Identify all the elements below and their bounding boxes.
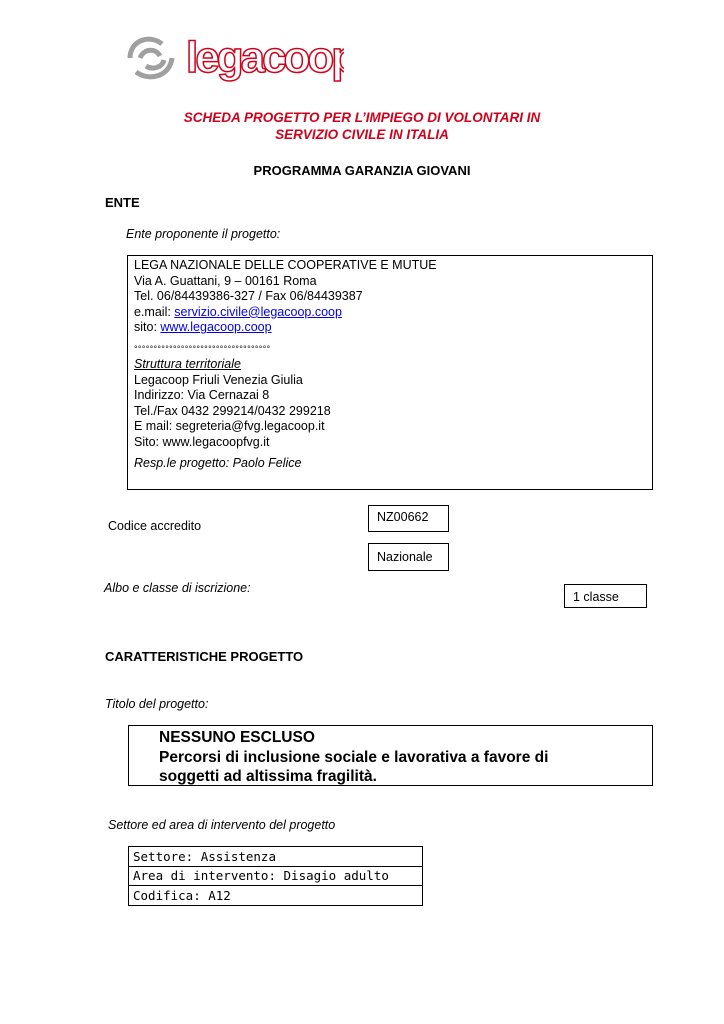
logo-text: legacoop [186, 33, 344, 82]
caratteristiche-heading: CARATTERISTICHE PROGETTO [105, 649, 304, 664]
titolo-progetto-label: Titolo del progetto: [105, 697, 209, 711]
territoriale-site: Sito: www.legacoopfvg.it [134, 434, 270, 449]
codice-accredito-box: NZ00662 [368, 505, 449, 532]
ente-site-link[interactable]: www.legacoop.coop [160, 320, 272, 335]
ente-email-prefix: e.mail: [134, 304, 175, 319]
ente-email-link[interactable]: servizio.civile@legacoop.coop [174, 304, 342, 319]
area-intervento-cell: Area di intervento: Disagio adulto [129, 866, 423, 886]
ambito-box: Nazionale [368, 543, 449, 571]
ente-site-row [134, 320, 646, 336]
titolo-progetto-box [128, 725, 653, 786]
settore-cell: Settore: Assistenza [129, 847, 423, 867]
ente-address: Via A. Guattani, 9 – 00161 Roma [134, 273, 317, 288]
legacoop-logo-graphic [122, 28, 344, 88]
territoriale-name: Legacoop Friuli Venezia Giulia [134, 372, 303, 387]
ente-info-box [127, 255, 653, 490]
table-row [129, 866, 423, 886]
ente-proponente-label: Ente proponente il progetto: [126, 227, 281, 241]
legacoop-logo [122, 28, 344, 88]
ente-tel: Tel. 06/84439386-327 / Fax 06/84439387 [134, 289, 363, 304]
ente-site-prefix: sito: [134, 320, 161, 335]
titolo-line3: soggetti ad altissima fragilità. [159, 768, 377, 785]
titolo-line2: Percorsi di inclusione sociale e lavorativa a favore di [159, 748, 549, 766]
settore-label: Settore ed area di intervento del progetto [108, 818, 336, 832]
territoriale-tel: Tel./Fax 0432 299214/0432 299218 [134, 403, 331, 418]
programma-heading: PROGRAMMA GARANZIA GIOVANI [253, 163, 471, 178]
territoriale-email: E mail: segreteria@fvg.legacoop.it [134, 419, 325, 434]
ente-heading: ENTE [105, 195, 140, 210]
settore-table [128, 846, 423, 906]
territoriale-address: Indirizzo: Via Cernazai 8 [134, 388, 270, 403]
codice-accredito-label: Codice accredito [108, 519, 202, 533]
separator-dots: °°°°°°°°°°°°°°°°°°°°°°°°°°°°°°°°°°° [134, 343, 271, 354]
document-title-line1: SCHEDA PROGETTO PER L’IMPIEGO DI VOLONTARI IN [183, 110, 541, 125]
titolo-line1: NESSUNO ESCLUSO [159, 729, 315, 746]
ente-name: LEGA NAZIONALE DELLE COOPERATIVE E MUTUE [134, 258, 437, 272]
document-title-line2: SERVIZIO CIVILE IN ITALIA [275, 127, 449, 142]
codifica-cell: Codifica: A12 [129, 886, 423, 906]
struttura-territoriale-label: Struttura territoriale [134, 356, 241, 371]
table-row [129, 847, 423, 867]
albo-label: Albo e classe di iscrizione: [104, 581, 251, 595]
table-row [129, 886, 423, 906]
albo-classe-box: 1 classe [564, 584, 647, 608]
responsabile-progetto: Resp.le progetto: Paolo Felice [134, 455, 302, 470]
ente-email-row [134, 305, 646, 321]
